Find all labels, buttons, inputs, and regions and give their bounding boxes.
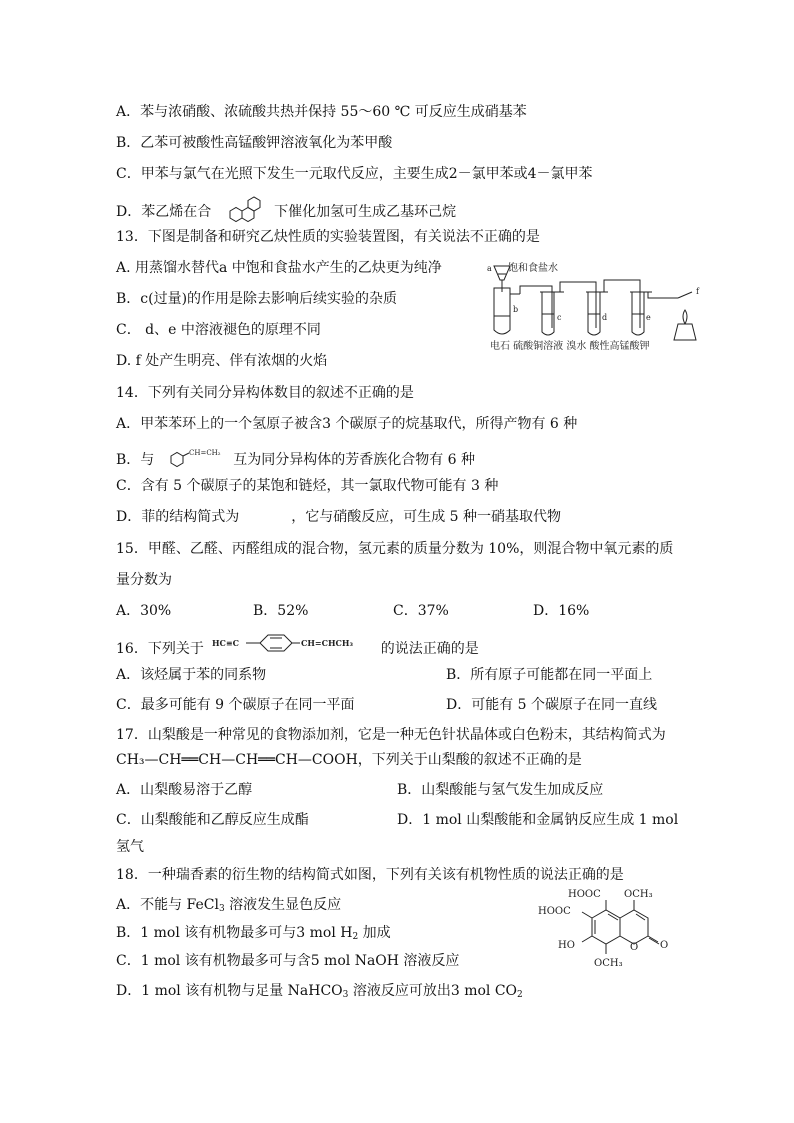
q15-stem-line1: 15．甲醛、乙醛、丙醛组成的混合物，氢元素的质量分数为 10%，则混合物中氧元素的质 [116,541,674,557]
apparatus-letter-f: f [696,287,699,296]
q14-option-c: C．含有 5 个碳原子的某饱和链烃，其一氯取代物可能有 3 种 [116,478,499,494]
q13-stem: 13．下图是制备和研究乙炔性质的实验装置图，有关说法不正确的是 [116,229,540,245]
q15-stem-line2: 量分数为 [116,572,172,588]
q15-option-c: C．37% [393,603,449,619]
q13-option-b: B．c(过量)的作用是除去影响后续实验的杂质 [116,291,398,307]
apparatus-label-saturated-brine: 饱和食盐水 [508,263,558,274]
q18-option-a [116,896,341,918]
q15-option-b: B．52% [253,603,309,619]
q14-option-d [116,508,561,526]
q18-option-c: C．1 mol 该有机物最多可与含5 mol NaOH 溶液反应 [116,953,460,969]
acetylene-apparatus-diagram [478,258,710,350]
q18-option-b-pre: B．1 mol 该有机物最多可与3 mol H [116,925,353,941]
q18-option-b-sub: 2 [352,932,359,942]
q18-option-a-sub: 3 [218,904,225,914]
styrene-vinyl-label: CH=CH₂ [188,449,221,457]
q12-option-c: C．甲苯与氯气在光照下发生一元取代反应，主要生成2－氯甲苯或4－氯甲苯 [116,166,593,182]
q13-option-c: C． d、e 中溶液褪色的原理不同 [116,322,321,338]
q13-option-a: A. 用蒸馏水替代a 中饱和食盐水产生的乙炔更为纯净 [116,260,442,276]
q17-option-a: A．山梨酸易溶于乙醇 [116,782,253,798]
q15-option-a: A．30% [116,603,172,619]
styrene-structure [165,446,223,472]
q16-stem-post: 的说法正确的是 [380,641,479,657]
q14-option-b-post: 互为同分异构体的芳香族化合物有 6 种 [233,452,476,468]
structure-label-carbonyl-o: O [660,940,669,951]
q16-stem-pre: 16．下列关于 [116,641,204,657]
q16-option-b: B．所有原子可能都在同一平面上 [446,667,653,683]
q16-structure-propenyl: CH=CHCH₃ [301,638,354,648]
q18-option-b [116,924,391,946]
q18-option-d-mid: 溶液反应可放出3 mol CO [348,983,518,999]
q14-option-a: A．甲苯苯环上的一个氢原子被含3 个碳原子的烷基取代，所得产物有 6 种 [116,416,578,432]
q14-stem: 14．下列有关同分异构体数目的叙述不正确的是 [116,385,414,401]
q16-option-c: C．最多可能有 9 个碳原子在同一平面 [116,697,355,713]
q18-option-d-pre: D．1 mol 该有机物与足量 NaHCO [116,983,343,999]
q18-option-a-pre: A．不能与 FeCl [116,897,219,913]
q18-option-d-sub2: 2 [517,990,523,1000]
structure-label-hooc-top: HOOC [568,889,601,900]
structure-label-och3-top: OCH₃ [624,889,653,900]
q18-option-a-post: 溶液发生显色反应 [224,897,342,913]
q14-option-d-pre: D．菲的结构简式为 [116,509,240,525]
q16-option-a: A．该烃属于苯的同系物 [116,667,267,683]
apparatus-letter-a: a [487,264,492,273]
apparatus-letter-e: e [646,313,651,322]
apparatus-letter-d: d [602,313,608,322]
apparatus-letter-b: b [513,305,519,314]
daphnetin-derivative-structure [532,884,678,978]
q17-option-c: C．山梨酸能和乙醇反应生成酯 [116,812,309,828]
q18-stem: 18．一种瑞香素的衍生物的结构简式如图，下列有关该有机物性质的说法正确的是 [116,867,624,883]
apparatus-label-reagents: 电石 硫酸铜溶液 溴水 酸性高锰酸钾 [490,341,650,350]
q17-option-d-line1: D．1 mol 山梨酸能和金属钠反应生成 1 mol [397,812,679,828]
structure-label-ring-o: O [630,942,639,953]
q12-option-d [116,196,456,226]
structure-label-hooc-left: HOOC [538,906,571,917]
q18-option-d-sub: 3 [342,990,349,1000]
structure-label-och3-bottom: OCH₃ [594,958,623,969]
q17-stem-line1: 17．山梨酸是一种常见的食物添加剂，它是一种无色针状晶体或白色粉末，其结构简式为 [116,727,666,743]
q12-option-a: A．苯与浓硝酸、浓硫酸共热并保持 55～60 ℃ 可反应生成硝基苯 [116,104,527,120]
q14-option-b-pre: B．与 [116,452,155,468]
q12-option-d-pre: D．苯乙烯在合 [116,204,212,220]
q16-option-d: D．可能有 5 个碳原子在同一直线 [446,697,658,713]
q15-option-d: D．16% [533,603,590,619]
q16-stem [116,632,479,662]
q17-stem-line2: CH₃—CH══CH—CH══CH—COOH，下列关于山梨酸的叙述不正确的是 [116,752,582,768]
q14-option-d-post: ，它与硝酸反应，可生成 5 种一硝基取代物 [291,509,562,525]
q12-option-b: B．乙苯可被酸性高锰酸钾溶液氧化为苯甲酸 [116,135,393,151]
phenanthrene-structure [220,196,266,226]
q14-option-b [116,446,475,472]
q13-option-d: D. f 处产生明亮、伴有浓烟的火焰 [116,353,328,369]
q16-structure-ethynyl: HC≡C [212,638,240,648]
q18-option-b-post: 加成 [358,925,391,941]
q17-option-b: B．山梨酸能与氢气发生加成反应 [397,782,604,798]
q18-option-d [116,982,523,1004]
q17-option-d-line2: 氢气 [116,839,144,855]
q16-structure [212,632,372,662]
q12-option-d-post: 下催化加氢可生成乙基环己烷 [274,204,457,220]
structure-label-ho: HO [558,940,575,951]
apparatus-letter-c: c [557,313,562,322]
